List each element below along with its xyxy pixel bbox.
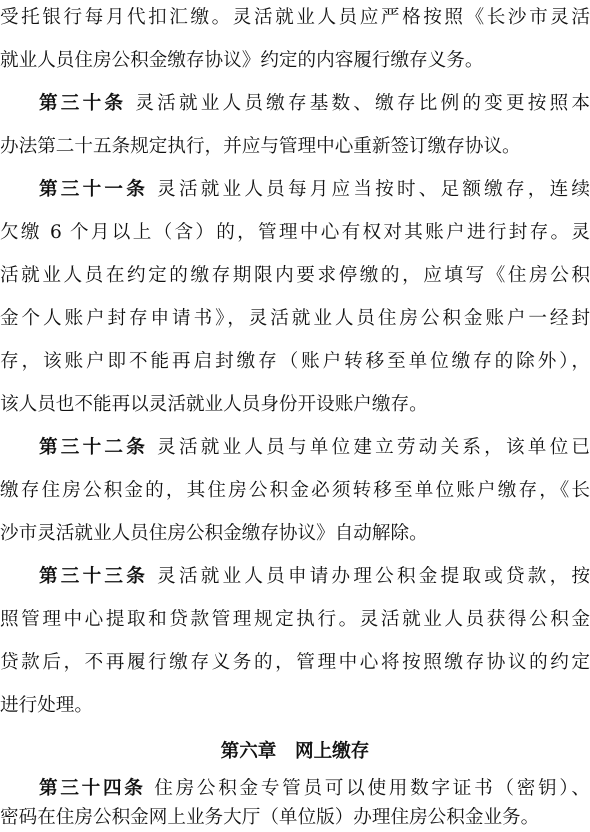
article-34-line-2: 密码在住房公积金网上业务大厅（单位版）办理住房公积金业务。 bbox=[0, 807, 540, 828]
article-34-heading: 第三十四条 bbox=[39, 778, 146, 799]
article-29-line-2: 就业人员住房公积金缴存协议》约定的内容履行缴存义务。 bbox=[0, 50, 484, 71]
article-31-line-3: 活就业人员在约定的缴存期限内要求停缴的，应填写《住房公积 bbox=[0, 265, 590, 286]
article-31-line-4: 金个人账户封存申请书》，灵活就业人员住房公积金账户一经封 bbox=[0, 308, 590, 329]
article-33-line-2: 照管理中心提取和贷款管理规定执行。灵活就业人员获得公积金 bbox=[0, 609, 590, 630]
article-31-line-6: 该人员也不能再以灵活就业人员身份开设账户缴存。 bbox=[0, 394, 428, 415]
article-31-text: 灵活就业人员每月应当按时、足额缴存，连续 bbox=[157, 179, 590, 200]
article-32-line-1 bbox=[39, 434, 590, 462]
article-29-line-1: 受托银行每月代扣汇缴。灵活就业人员应严格按照《长沙市灵活 bbox=[0, 7, 590, 28]
article-32-line-3: 沙市灵活就业人员住房公积金缴存协议》自动解除。 bbox=[0, 523, 428, 544]
article-33-text: 灵活就业人员申请办理公积金提取或贷款，按 bbox=[157, 566, 590, 587]
article-33-line-1 bbox=[39, 563, 590, 591]
article-30-heading: 第三十条 bbox=[39, 93, 127, 114]
article-31-line-5: 存，该账户即不能再启封缴存（账户转移至单位缴存的除外）， bbox=[0, 351, 590, 372]
article-33-heading: 第三十三条 bbox=[39, 566, 149, 587]
article-31-heading: 第三十一条 bbox=[39, 179, 149, 200]
chapter-title: 第六章 网上缴存 bbox=[220, 741, 370, 762]
article-30-line-2: 办法第二十五条规定执行，并应与管理中心重新签订缴存协议。 bbox=[0, 136, 521, 157]
article-32-line-2: 缴存住房公积金的，其住房公积金必须转移至单位账户缴存，《长 bbox=[0, 480, 590, 501]
article-32-text: 灵活就业人员与单位建立劳动关系，该单位已 bbox=[157, 437, 590, 458]
article-31-line-1 bbox=[39, 176, 590, 204]
article-33-line-4: 进行处理。 bbox=[0, 695, 93, 716]
article-32-heading: 第三十二条 bbox=[39, 437, 149, 458]
article-34-line-1 bbox=[39, 775, 590, 803]
article-30-text: 灵活就业人员缴存基数、缴存比例的变更按照本 bbox=[135, 93, 590, 114]
article-30-line-1 bbox=[39, 90, 590, 118]
article-33-line-3: 贷款后，不再履行缴存义务的，管理中心将按照缴存协议的约定 bbox=[0, 652, 590, 673]
article-34-text: 住房公积金专管员可以使用数字证书（密钥）、 bbox=[154, 778, 590, 799]
article-31-line-2: 欠缴 6 个月以上（含）的，管理中心有权对其账户进行封存。灵 bbox=[0, 222, 590, 243]
